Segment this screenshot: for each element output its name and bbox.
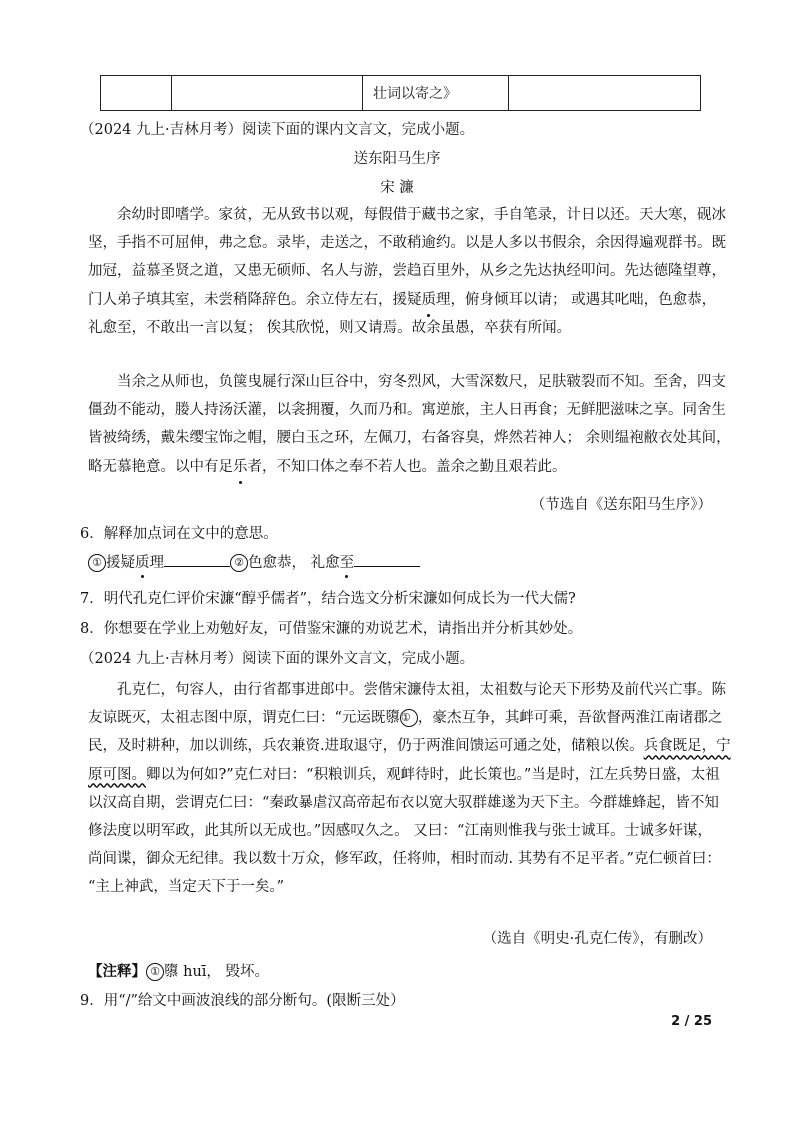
text-segment: 略无慕艳意。以中有足 [88, 458, 233, 475]
text-line: 僵劲不能动，媵人持汤沃灌，以衾拥覆，久而乃和。寓逆旅，主人日再食；无鲜肥滋味之享。同舍生 [88, 402, 726, 419]
question-9: 9．用“/”给文中画波浪线的部分断句。(限断三处） [80, 993, 405, 1009]
text-line [88, 704, 723, 732]
section-header: （2024 九上·吉林月考）阅读下面的课外文言文，完成小题。 [80, 651, 475, 667]
text-segment: 门人弟子填其室，未尝稍降辞色。余立侍左右，援疑 [88, 291, 422, 308]
essay-title: 送东阳马生序 [353, 151, 441, 167]
table-cell [509, 76, 701, 111]
question-8: 8．你想要在学业上劝勉好友，可借鉴宋濂的劝说艺术，请指出并分析其妙处。 [80, 621, 583, 637]
question-6-items [88, 551, 420, 575]
text-segment: 援疑 [106, 555, 135, 571]
essay-paragraph-1 [88, 201, 726, 342]
text-segment: 理 [149, 555, 164, 571]
table-cell [101, 76, 172, 111]
essay-paragraph-2 [88, 368, 731, 481]
table-fragment [100, 75, 701, 111]
text-line: 皆被绮绣，戴朱缨宝饰之帽，腰白玉之环，左佩刀，右备容臭，烨然若神人； 余则缊袍敝衣处其间， [88, 430, 731, 447]
dotted-char: 质 [135, 551, 150, 575]
text-line [88, 732, 731, 760]
text-line: 修法度以明军政，此其所以无成也。”因感叹久之。 又曰：“江南则惟我与张士诚耳。士诚多奸谋， [88, 822, 712, 839]
circled-number: ① [88, 554, 106, 572]
text-segment: 色愈恭， 礼愈 [248, 555, 340, 571]
table-cell: 壮词以寄之》 [363, 76, 509, 111]
text-line: 礼愈至，不敢出一言以复； 俟其欣悦，则又请焉。故余虽愚，卒获有所闻。 [88, 319, 572, 336]
text-line [88, 286, 717, 314]
text-line: 尚间谍，御众无纪律。我以数十万众，修军政，任将帅，相时而动. 其势有不足平者。”克仁顿首曰： [88, 851, 721, 868]
circled-number: ① [400, 709, 418, 727]
text-segment: ，豪杰互争，其衅可乘，吾欲督两淮江南诸郡之 [417, 710, 723, 727]
text-segment: 民，及时耕种，加以训练，兵农兼资.进取退守，仍于两淮间馈运可通之处，储粮以俟。 [88, 738, 644, 755]
text-segment: 者，不知口体之奉不若人也。盖余之勤且艰若此。 [247, 458, 567, 475]
text-line: 当余之从师也，负箧曳屣行深山巨谷中，穷冬烈风，大雪深数尺，足肤皲裂而不知。至舍，四支 [117, 374, 726, 390]
source-citation: （选自《明史·孔克仁传》，有删改） [482, 931, 712, 947]
text-segment: 理，俯身倾耳以请； 或遇其叱咄，色愈恭， [436, 291, 717, 308]
text-line: 坚，手指不可屈伸，弗之怠。录毕，走送之，不敢稍逾约。以是人多以书假余，余因得遍观群书。既 [88, 235, 726, 252]
text-segment: 友谅既灭，太祖志图中原，谓克仁曰：“元运既隳 [88, 710, 400, 727]
passage-paragraph [88, 676, 731, 902]
wavy-underlined-text: 原可图。 [88, 766, 146, 783]
dotted-char: 质 [422, 286, 437, 314]
text-line: 以汉高自期，尝谓克仁曰：“秦政暴虐汉高帝起布衣以宽大驭群雄遂为天下主。今群雄蜂起，皆不知 [88, 794, 719, 811]
note-text: 隳 huī， 毁坏。 [164, 964, 270, 980]
circled-number: ② [230, 554, 248, 572]
text-segment: 卿以为何如?”克仁对曰：“积粮训兵，观衅待时，此长策也。”当是时，江左兵势日盛，太祖 [146, 766, 720, 783]
table-cell [172, 76, 363, 111]
annotation-note [88, 960, 269, 984]
dotted-char: 乐 [233, 453, 248, 481]
text-line: 孔克仁，句容人，由行省都事进郎中。尝偕宋濂侍太祖，太祖数与论天下形势及前代兴亡事。陈 [117, 682, 726, 698]
note-label: 【注释】 [88, 963, 146, 980]
page-number: 2 / 25 [671, 1014, 712, 1029]
wavy-underlined-text: 兵食既足，宁 [643, 738, 731, 755]
dotted-char: 至 [340, 551, 355, 575]
text-line: “主上神武，当定天下于一矣。” [88, 879, 285, 896]
answer-blank[interactable] [354, 552, 420, 567]
section-header: （2024 九上·吉林月考）阅读下面的课内文言文，完成小题。 [80, 122, 475, 138]
circled-number: ① [146, 963, 164, 981]
answer-blank[interactable] [164, 552, 230, 567]
text-line [88, 453, 712, 481]
source-citation: （节选自《送东阳马生序》） [530, 497, 712, 513]
question-6: 6．解释加点词在文中的意思。 [80, 526, 278, 542]
text-line: 加冠，益慕圣贤之道，又患无硕师、名人与游，尝趋百里外，从乡之先达执经叩问。先达德隆望尊， [88, 263, 726, 280]
text-line: 余幼时即嗜学。家贫，无从致书以观，每假借于藏书之家，手自笔录，计日以还。天大寒，砚冰 [117, 207, 726, 223]
text-line [88, 761, 720, 789]
question-7: 7．明代孔克仁评价宋濂“醇乎儒者”，结合选文分析宋濂如何成长为一代大儒? [80, 591, 576, 607]
essay-author: 宋 濂 [380, 180, 414, 196]
